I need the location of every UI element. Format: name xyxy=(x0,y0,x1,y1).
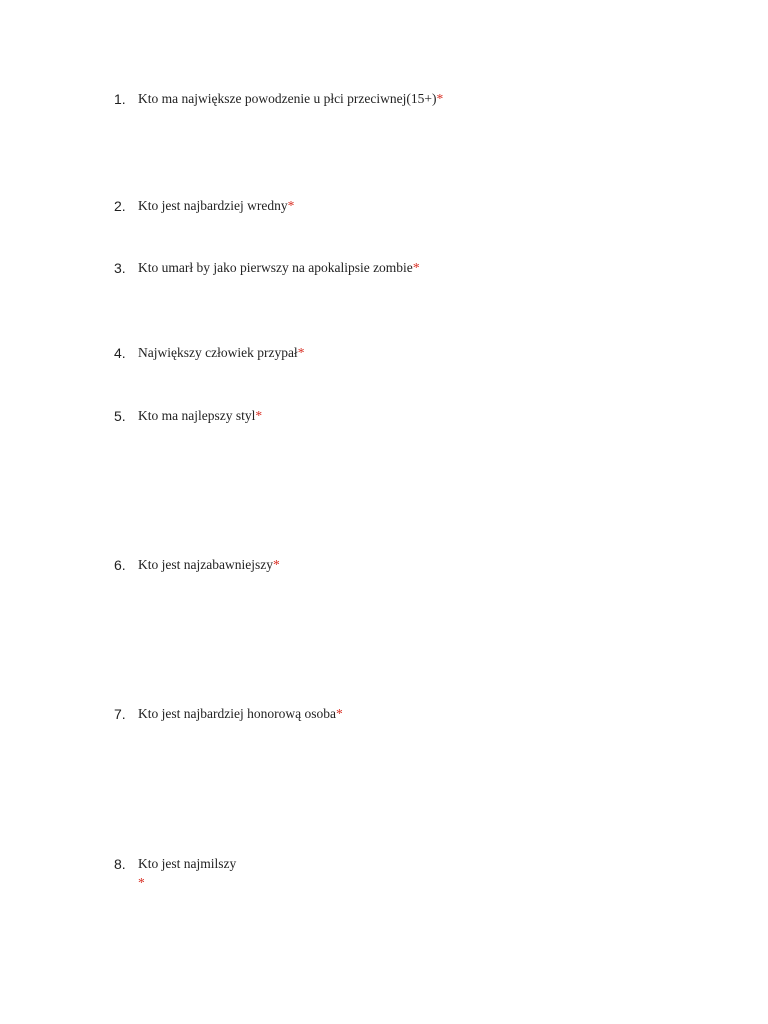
required-asterisk: * xyxy=(297,345,305,360)
question-label: Kto jest najbardziej honorową osoba xyxy=(138,706,336,721)
question-number: 2. xyxy=(114,198,126,214)
question-label: Kto umarł by jako pierwszy na apokalipsie zombie xyxy=(138,260,413,275)
question-label: Kto ma najlepszy styl xyxy=(138,408,256,423)
required-asterisk: * xyxy=(272,557,280,572)
question-text xyxy=(138,556,280,574)
question-number: 3. xyxy=(114,260,126,276)
question-number: 6. xyxy=(114,557,126,573)
question-text xyxy=(138,705,343,723)
question-text xyxy=(138,197,294,215)
required-asterisk: * xyxy=(138,875,145,890)
required-asterisk: * xyxy=(255,408,263,423)
question-text: Kto jest najmilszy xyxy=(138,856,237,871)
question-number: 7. xyxy=(114,706,126,722)
question-label: Kto jest najzabawniejszy xyxy=(138,557,273,572)
question-label: Kto ma największe powodzenie u płci przeciwnej(15+) xyxy=(138,91,437,106)
question-text xyxy=(138,344,304,362)
question-text xyxy=(138,407,262,425)
question-label: Kto jest najbardziej wredny xyxy=(138,198,288,213)
required-asterisk: * xyxy=(287,198,295,213)
question-label: Największy człowiek przypał xyxy=(138,345,298,360)
question-number: 5. xyxy=(114,408,126,424)
question-number: 1. xyxy=(114,91,126,107)
required-asterisk: * xyxy=(412,260,420,275)
question-number: 8. xyxy=(114,856,126,872)
question-number: 4. xyxy=(114,345,126,361)
required-asterisk: * xyxy=(335,706,343,721)
required-asterisk: * xyxy=(436,91,444,106)
question-text xyxy=(138,90,443,108)
question-text xyxy=(138,259,420,277)
